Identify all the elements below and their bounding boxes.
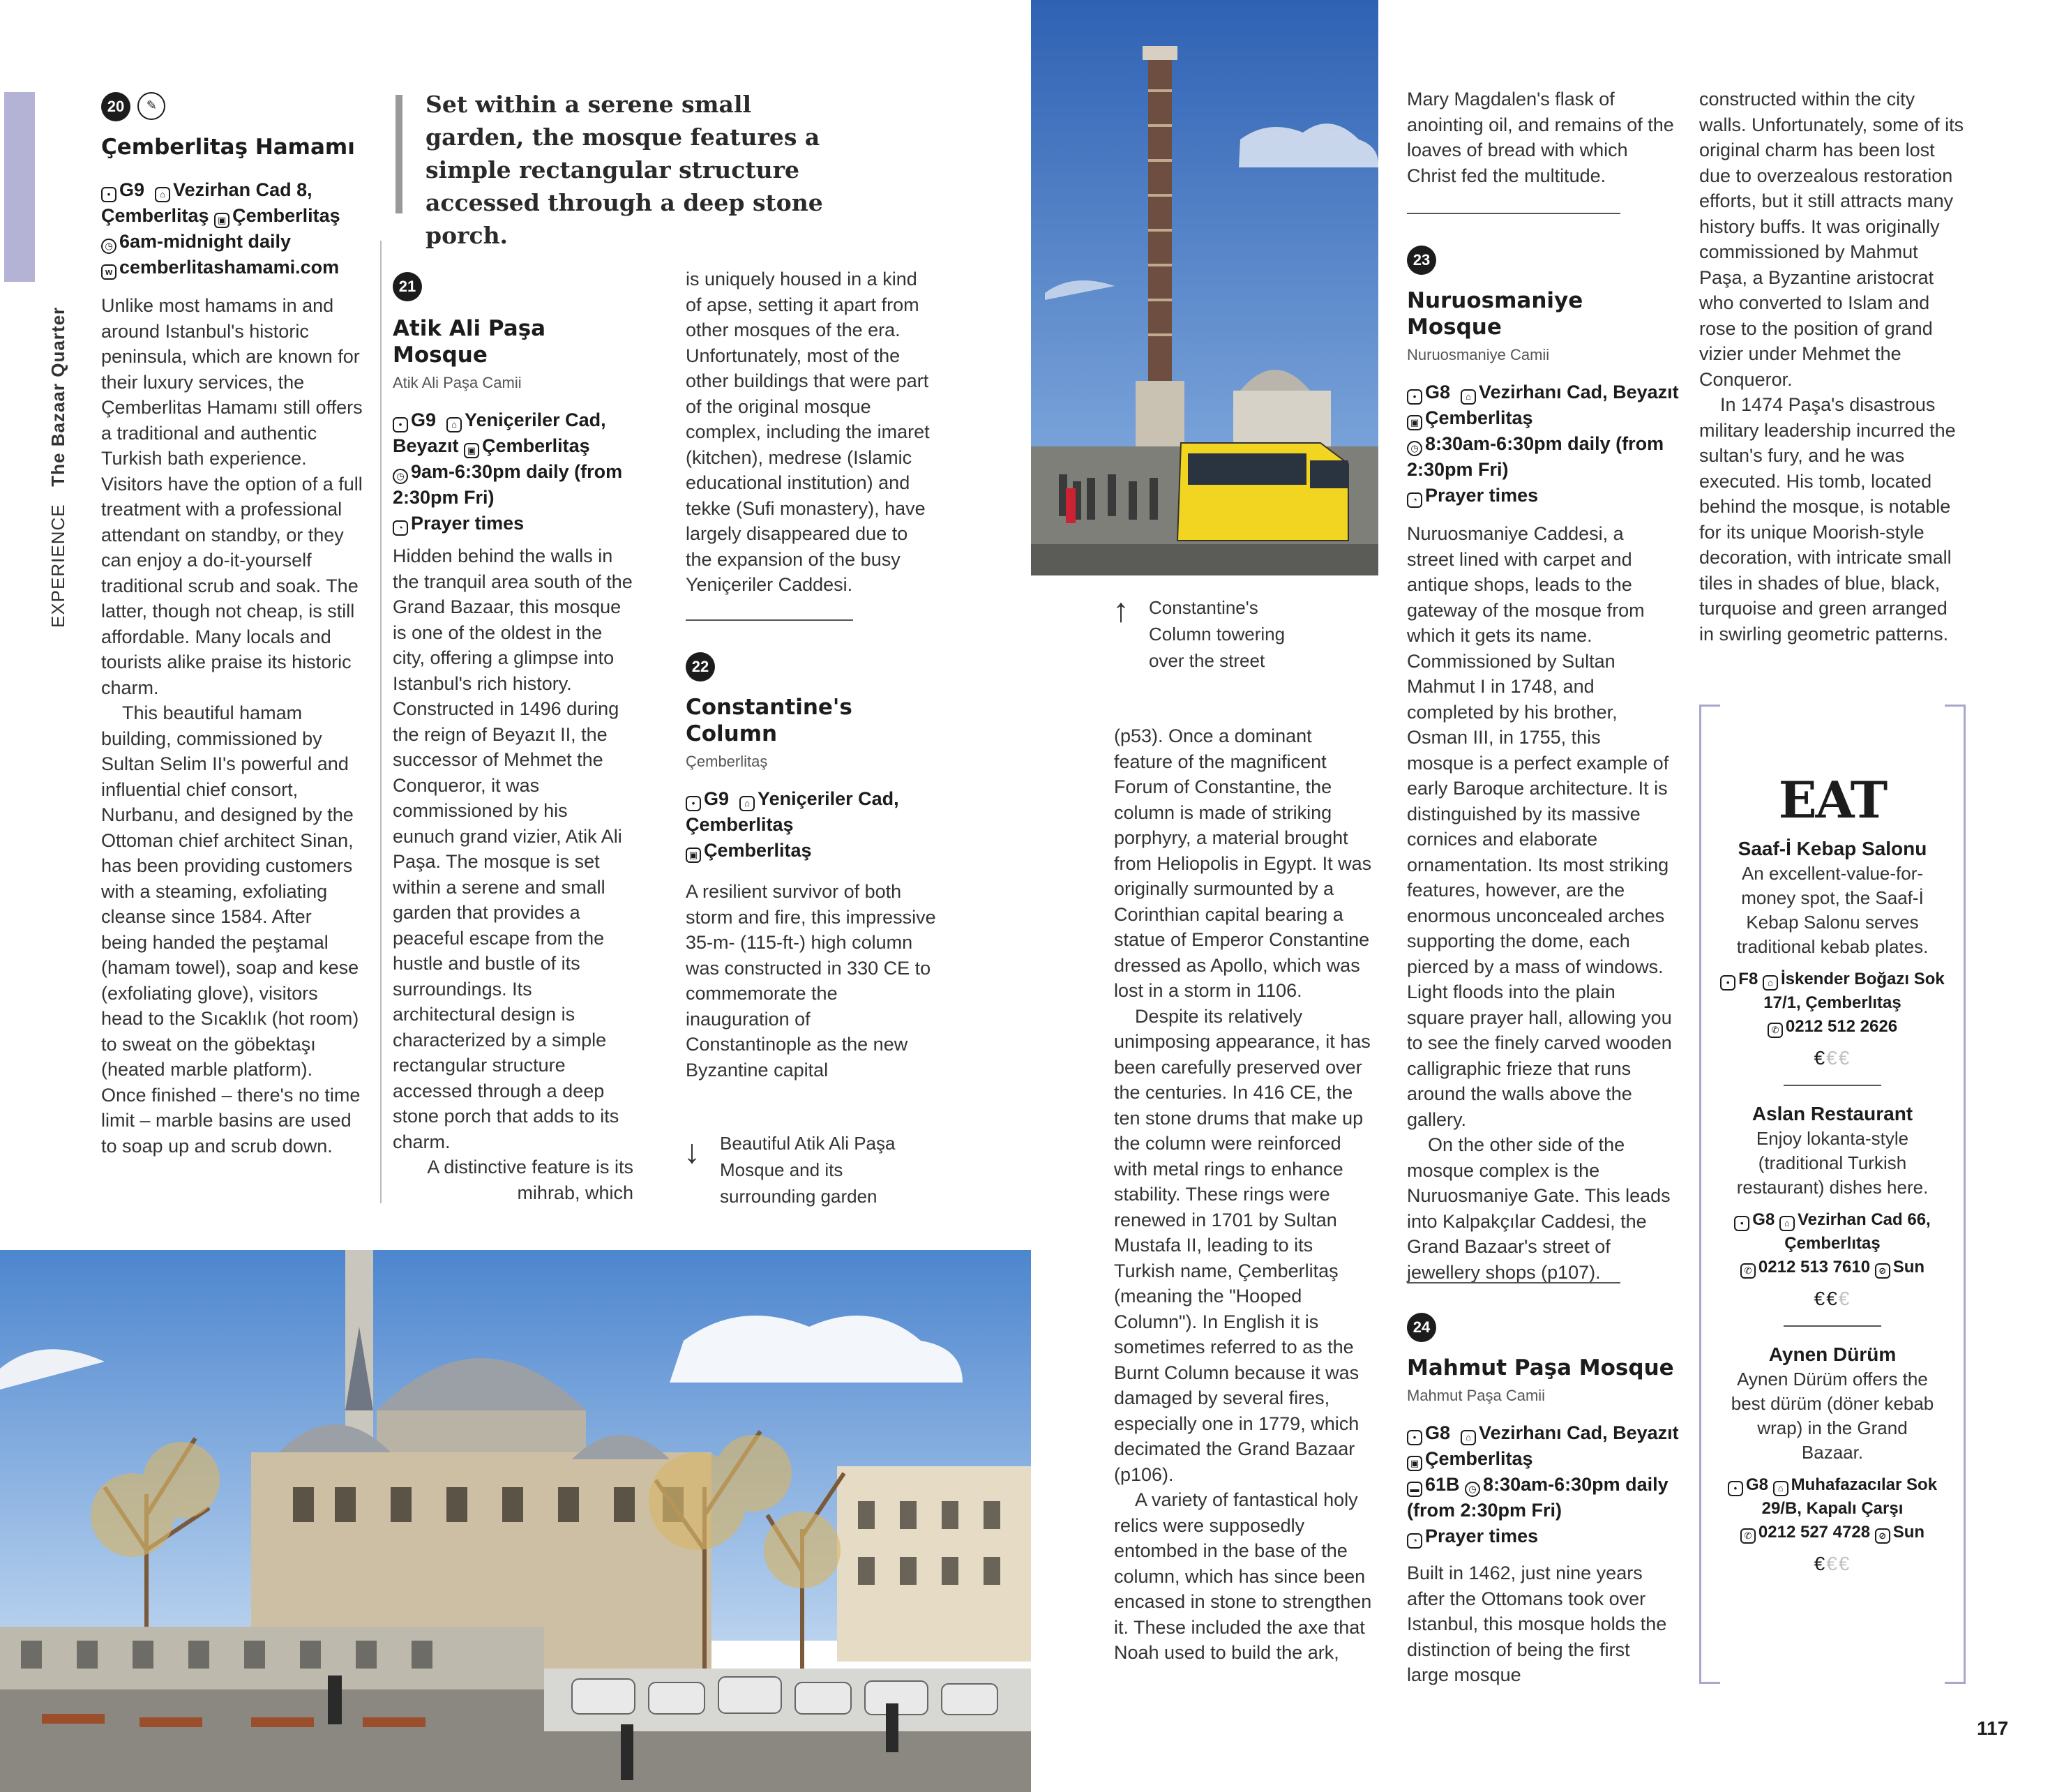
tram-stop: Çemberlitaş	[482, 435, 590, 456]
entry-body	[1407, 1560, 1668, 1688]
tram-stop: Çemberlitaş	[704, 840, 812, 861]
price-on: €	[1814, 1047, 1827, 1069]
price-off: €€	[1826, 1553, 1851, 1574]
restaurant-item	[1701, 1342, 1964, 1575]
paragraph: A resilient survivor of both storm and fire, this impressive 35-m- (115-ft-) high column was constructed in 330 CE to commemorate the inauguration of Constantinople as the new Byzantine capital	[686, 881, 936, 1081]
restaurant-desc: An excellent-value-for-money spot, the Saaf-İ Kebap Salonu serves traditional kebab plates.	[1736, 863, 1929, 957]
restaurant-info	[1715, 1208, 1950, 1279]
address: İskender Boğazı Sok 17/1, Çemberlıtaş	[1763, 970, 1945, 1012]
divider	[1407, 213, 1620, 214]
entry-number: 23	[1407, 246, 1436, 275]
grid-ref: G9	[704, 788, 730, 809]
opening-hours: 6am-midnight daily	[119, 231, 292, 252]
grid-ref: G9	[411, 409, 437, 430]
entry-info	[686, 786, 937, 864]
paragraph: constructed within the city walls. Unfortunately, some of its original charm has been lost due to overzealous restoration efforts, but it still attracts many history buffs. It was originally commissioned by Mahmut Paşa, a Byzantine aristocrat who converted to Islam and rose to the position of grand vizier under Mehmet the Conqueror.	[1699, 89, 1964, 390]
atik-ali-pasa-mosque-photo	[0, 1250, 1031, 1792]
paragraph: A variety of fantastical holy relics were supposedly entombed in the base of the column, which has since been encased in stone to strengthen it. These included the axe that Noah used to build the ark,	[1114, 1489, 1372, 1663]
bus-route: 61B	[1425, 1474, 1460, 1495]
address: Muhafazacılar Sok 29/B, Kapalı Çarşı	[1761, 1475, 1938, 1518]
prayer-icon: ◔	[393, 520, 408, 536]
price-rating	[1715, 1553, 1950, 1575]
entry-23	[1407, 246, 1679, 1285]
entry-body	[686, 879, 937, 1083]
opening-hours: 9am-6:30pm daily (from 2:30pm Fri)	[393, 461, 623, 508]
price-off: €	[1838, 1288, 1851, 1309]
paragraph: (p53). Once a dominant feature of the magnificent Forum of Constantine, the column is made of striking porphyry, a material brought from Heliopolis in Egypt. It was originally surmounted by a Corinthian capital bearing a statue of Emperor Constantine dressed as Apollo, which was lost in a storm in 1106.	[1114, 725, 1372, 1001]
entry-body	[393, 543, 633, 1205]
entry-21	[393, 272, 647, 1205]
address-icon: ⌂	[1461, 389, 1476, 405]
website-link[interactable]: cemberlitashamami.com	[119, 257, 340, 278]
constantine-column-photo	[1031, 0, 1378, 575]
tram-stop: Çemberlitaş	[232, 205, 340, 226]
paragraph: This beautiful hamam building, commissioned by Sultan Selim II's powerful and influential chief consort, Nurbanu, and designed by the Ottoman chief architect Sinan, has been providing customers with a steaming, exfoliating cleanse since 1584. After being handed the peştamal (hamam towel), soap and kese (exfoliating glove), visitors head to the Sıcaklık (hot room) to sweat on the göbektaşı (heated marble platform). Once finished – there's no time limit – marble basins are used to soap up and scrub down.	[101, 702, 361, 1157]
address-icon: ⌂	[739, 796, 755, 811]
restaurant-name: Aynen Dürüm	[1768, 1343, 1897, 1365]
entry-20	[101, 92, 366, 1159]
closed-icon: ⊘	[1875, 1263, 1890, 1279]
address: Vezirhan Cad 8, Çemberlitaş	[101, 179, 312, 226]
opening-hours: 8:30am-6:30pm daily (from 2:30pm Fri)	[1407, 433, 1664, 480]
bus-icon: ▬	[1407, 1482, 1422, 1497]
arrow-up-icon: ↑	[1113, 592, 1129, 629]
restaurant-info	[1715, 967, 1950, 1039]
divider	[1407, 1282, 1620, 1283]
divider	[686, 619, 853, 621]
divider	[1784, 1325, 1881, 1327]
page-number: 117	[1977, 1717, 2009, 1739]
restaurant-name: Saaf-İ Kebap Salonu	[1738, 838, 1927, 859]
address-icon: ⌂	[1779, 1216, 1795, 1231]
restaurant-name: Aslan Restaurant	[1752, 1103, 1913, 1124]
address-icon: ⌂	[446, 417, 462, 432]
map-pin-icon: •	[1407, 389, 1422, 405]
ticket-icon: ✎	[137, 92, 165, 120]
price-rating	[1715, 1288, 1950, 1310]
phone-icon: ✆	[1768, 1023, 1783, 1038]
entry-body	[101, 293, 363, 1159]
tram-icon: ▣	[1407, 415, 1422, 430]
web-icon: w	[101, 264, 116, 280]
prayer-times: Prayer times	[1425, 485, 1539, 506]
address: Vezirhanı Cad, Beyazıt	[1479, 382, 1679, 402]
map-pin-icon: •	[1734, 1216, 1749, 1231]
entry-title: Mahmut Paşa Mosque	[1407, 1355, 1674, 1380]
entry-title: Atik Ali Paşa Mosque	[393, 316, 546, 368]
tram-icon: ▣	[214, 213, 229, 228]
price-on: €	[1814, 1553, 1827, 1574]
entry-subtitle: Nuruosmaniye Camii	[1407, 346, 1550, 363]
paragraph: Hidden behind the walls in the tranquil area south of the Grand Bazaar, this mosque is one of the oldest in the city, offering a glimpse into Istanbul's rich history. Constructed in 1496 during the reign of Beyazıt II, the successor of Mehmet the Conqueror, it was commissioned by his eunuch grand vizier, Atik Ali Paşa. The mosque is set within a serene and small garden that provides a peaceful escape from the hustle and bustle of its surroundings. Its architectural design is characterized by a simple rectangular structure accessed through a deep stone porch that adds to its charm.	[393, 545, 633, 1152]
opening-hours: 8:30am-6:30pm daily (from 2:30pm Fri)	[1407, 1474, 1668, 1521]
entry-title: Nuruosmaniye Mosque	[1407, 288, 1583, 340]
address: Yeniçeriler Cad, Çemberlitaş	[686, 788, 899, 835]
arrow-down-icon: ↓	[684, 1134, 700, 1170]
paragraph: A distinctive feature is its mihrab, which	[427, 1157, 633, 1203]
address: Vezirhanı Cad, Beyazıt	[1479, 1422, 1679, 1443]
pull-quote: Set within a serene small garden, the mosque features a simple rectangular structure accessed through a deep stone porch.	[425, 91, 823, 249]
paragraph: On the other side of the mosque complex is the Nuruosmaniye Gate. This leads into Kalpakçılar Caddesi, the Grand Bazaar's street of jewellery shops (p107).	[1407, 1134, 1671, 1283]
entry-body	[1407, 521, 1672, 1285]
clock-icon: ◷	[1407, 441, 1422, 456]
restaurant-info	[1715, 1473, 1950, 1544]
phone-icon: ✆	[1740, 1528, 1756, 1544]
entry-22-continued	[1114, 723, 1376, 1666]
phone: 0212 527 4728	[1758, 1523, 1871, 1542]
entry-22-relics	[1407, 86, 1679, 188]
clock-icon: ◷	[1465, 1482, 1480, 1497]
entry-number: 22	[686, 652, 715, 682]
closed-day: Sun	[1892, 1523, 1925, 1542]
price-rating	[1715, 1047, 1950, 1069]
address-icon: ⌂	[1773, 1481, 1788, 1496]
grid-ref: G8	[1745, 1475, 1768, 1494]
tram-stop: Çemberlitaş	[1425, 1448, 1533, 1469]
tram-stop: Çemberlitaş	[1425, 407, 1533, 428]
restaurant-desc: Enjoy lokanta-style (traditional Turkish restaurant) dishes here.	[1736, 1128, 1929, 1198]
paragraph: is uniquely housed in a kind of apse, setting it apart from other mosques of the era. Unfortunately, most of the other buildings that were part of the original mosque complex, including the imaret (kitchen), medrese (Islamic educational institution) and tekke (Sufi monastery), have largely disappeared due to the expansion of the busy Yeniçeriler Caddesi.	[686, 269, 930, 595]
map-pin-icon: •	[101, 187, 116, 202]
grid-ref: G9	[119, 179, 145, 200]
address: Yeniçeriler Cad, Beyazıt	[393, 409, 606, 456]
entry-22	[686, 652, 937, 1083]
price-on: €€	[1814, 1288, 1839, 1309]
prayer-icon: ◔	[1407, 1533, 1422, 1549]
phone-icon: ✆	[1740, 1263, 1756, 1279]
price-off: €€	[1826, 1047, 1851, 1069]
mosque-illustration	[0, 1250, 1031, 1792]
section-tab	[4, 92, 35, 282]
map-pin-icon: •	[1720, 975, 1735, 991]
entry-info	[101, 177, 366, 280]
entry-21-continued	[686, 266, 937, 598]
paragraph: Nuruosmaniye Caddesi, a street lined with carpet and antique shops, leads to the gateway of the mosque from which it gets its name. Commissioned by Sultan Mahmut I in 1748, and completed by his brother, Osman III, in 1755, this mosque is a perfect example of early Baroque architecture. It is distinguished by its massive cornices and elaborate ornamentation. Its most striking features, however, are the enormous unconcealed arches supporting the dome, each pierced by a mass of windows. Light floods into the plain square prayer hall, allowing you to see the finely carved wooden calligraphic frieze that runs around the walls above the gallery.	[1407, 523, 1672, 1130]
map-pin-icon: •	[1407, 1430, 1422, 1445]
prayer-icon: ◔	[1407, 492, 1422, 508]
paragraph: Mary Magdalen's flask of anointing oil, and remains of the loaves of bread with which Christ fed the multitude.	[1407, 89, 1674, 186]
map-pin-icon: •	[1728, 1481, 1743, 1496]
grid-ref: F8	[1738, 970, 1758, 988]
map-pin-icon: •	[686, 796, 701, 811]
tram-icon: ▣	[1407, 1456, 1422, 1471]
eat-heading: EAT	[1778, 770, 1887, 829]
paragraph: Built in 1462, just nine years after the Ottomans took over Istanbul, this mosque holds the distinction of being the first large mosque	[1407, 1563, 1667, 1685]
restaurant-desc: Aynen Dürüm offers the best dürüm (döner kebab wrap) in the Grand Bazaar.	[1731, 1369, 1934, 1463]
entry-info	[1407, 379, 1679, 509]
entry-24	[1407, 1313, 1679, 1688]
map-pin-icon: •	[393, 417, 408, 432]
paragraph: Unlike most hamams in and around Istanbul's historic peninsula, which are known for their luxury services, the Çemberlitas Hamamı still offers a traditional and authentic Turkish bath experience. Visitors have the option of a full treatment with a professional attendant on standby, or they can enjoy a do-it-yourself traditional scrub and soak. The latter, though not cheap, is still affordable. Many locals and tourists alike praise its historic charm.	[101, 295, 363, 698]
entry-24-continued	[1699, 86, 1964, 647]
phone: 0212 512 2626	[1785, 1017, 1898, 1036]
clock-icon: ◷	[393, 469, 408, 484]
tram-icon: ▣	[464, 443, 479, 458]
phone: 0212 513 7610	[1758, 1258, 1871, 1277]
section-name: The Bazaar Quarter	[47, 306, 68, 487]
paragraph: Despite its relatively unimposing appearance, it has been carefully preserved over the centuries. In 416 CE, the ten stone drums that make up the column were reinforced with metal rings to enhance stability. These rings were renewed in 1701 by Sultan Mustafa II, leading to its Turkish name, Çemberlitaş (meaning the "Hooped Column"). In English it is sometimes referred to as the Burnt Column because it was damaged by several fires, especially one in 1779, which decimated the Grand Bazaar (p106).	[1114, 1005, 1371, 1485]
caption-text: Constantine's Column towering over the street	[1149, 597, 1286, 671]
restaurant-item	[1701, 1101, 1964, 1310]
prayer-times: Prayer times	[411, 513, 525, 534]
closed-icon: ⊘	[1875, 1528, 1890, 1544]
divider	[1784, 1085, 1881, 1086]
entry-subtitle: Çemberlitaş	[686, 753, 768, 770]
mosque-caption	[684, 1130, 935, 1210]
address-icon: ⌂	[1461, 1430, 1476, 1445]
entry-number: 20	[101, 92, 130, 121]
column-divider	[380, 241, 382, 1203]
entry-info	[393, 407, 647, 536]
entry-number: 21	[393, 272, 422, 301]
eat-sidebar	[1699, 705, 1966, 1684]
column-illustration	[1031, 0, 1378, 575]
restaurant-item	[1701, 836, 1964, 1069]
entry-info	[1407, 1420, 1679, 1549]
column-caption	[1113, 594, 1315, 674]
pull-quote-bar	[396, 95, 402, 213]
tram-icon: ▣	[686, 848, 701, 863]
address-icon: ⌂	[1763, 975, 1778, 991]
prayer-times: Prayer times	[1425, 1526, 1539, 1546]
grid-ref: G8	[1425, 382, 1451, 402]
grid-ref: G8	[1752, 1210, 1775, 1229]
section-label	[47, 307, 69, 628]
paragraph: In 1474 Paşa's disastrous military leadership incurred the sultan's fury, and he was executed. His tomb, located behind the mosque, is notable for its unique Moorish-style decoration, with intricate small tiles in shades of blue, black, turquoise and green arranged in swirling geometric patterns.	[1699, 394, 1956, 645]
grid-ref: G8	[1425, 1422, 1451, 1443]
entry-number: 24	[1407, 1313, 1436, 1342]
clock-icon: ◷	[101, 239, 116, 254]
entry-subtitle: Atik Ali Paşa Camii	[393, 374, 522, 391]
entry-title: Constantine's Column	[686, 695, 852, 746]
caption-text: Beautiful Atik Ali Paşa Mosque and its surrounding garden	[720, 1133, 896, 1207]
entry-subtitle: Mahmut Paşa Camii	[1407, 1387, 1546, 1404]
address: Vezirhan Cad 66, Çemberlıtaş	[1784, 1210, 1931, 1253]
address-icon: ⌂	[155, 187, 170, 202]
closed-day: Sun	[1892, 1258, 1925, 1277]
entry-title: Çemberlitaş Hamamı	[101, 135, 355, 160]
section-prefix: EXPERIENCE	[47, 504, 68, 628]
